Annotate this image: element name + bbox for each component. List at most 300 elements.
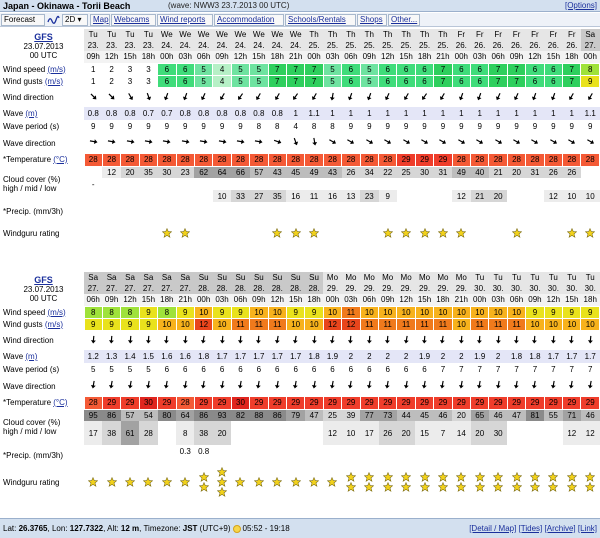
date-cell: 29. bbox=[397, 283, 415, 294]
date-cell: 24. bbox=[231, 40, 249, 51]
shops-link[interactable]: Shops bbox=[357, 14, 387, 26]
wave-period-cell: 7 bbox=[551, 365, 556, 374]
wind-speed-cell: 7 bbox=[286, 63, 304, 75]
rating-row bbox=[0, 465, 600, 499]
cloud-low-cell: 12 bbox=[563, 421, 581, 445]
precip-spacer bbox=[360, 457, 378, 465]
schools-rentals-link[interactable]: Schools/Rentals bbox=[285, 14, 356, 26]
date-row bbox=[0, 283, 600, 294]
wave-cell: 2 bbox=[489, 350, 507, 363]
day-cell: Th bbox=[397, 29, 415, 40]
day-cell: Tu bbox=[526, 272, 544, 283]
wind-speed-cell: 10 bbox=[434, 306, 452, 318]
spot-title: Japan - Okinawa - Torii Beach bbox=[3, 1, 131, 11]
date-cell: 24. bbox=[268, 40, 286, 51]
temperature-cell: 28 bbox=[268, 153, 286, 166]
date-cell: 23. bbox=[102, 40, 120, 51]
wind-gusts-cell: 11 bbox=[471, 318, 489, 330]
permalink-link[interactable]: [Link] bbox=[577, 524, 597, 533]
rating-star-icon bbox=[438, 228, 448, 238]
wind-speed-cell: 9 bbox=[563, 306, 581, 318]
hour-cell: 12h bbox=[121, 294, 139, 306]
wave-unit-link[interactable]: (m) bbox=[25, 109, 38, 118]
date-cell: 27. bbox=[84, 283, 102, 294]
precip-cell bbox=[434, 445, 452, 457]
temperature-cell: 29 bbox=[507, 396, 525, 409]
rating-cell bbox=[268, 220, 286, 246]
precip-label: *Precip. (mm/3h) bbox=[0, 202, 84, 220]
wave-arrow-icon bbox=[402, 137, 411, 146]
wave-period-cell: 9 bbox=[495, 122, 501, 131]
rating-star-icon bbox=[401, 472, 411, 482]
wind-gusts-cell: 6 bbox=[342, 75, 360, 87]
day-cell: We bbox=[231, 29, 249, 40]
cloud-high-cell: 95 bbox=[84, 409, 102, 421]
rating-cell bbox=[323, 465, 341, 499]
rating-cell bbox=[305, 220, 323, 246]
date-cell: 28. bbox=[231, 283, 249, 294]
wave-cell: 0.8 bbox=[213, 107, 231, 120]
rating-cell bbox=[268, 465, 286, 499]
temperature-text: *Temperature bbox=[3, 155, 52, 164]
precip-cell bbox=[231, 202, 249, 220]
wind-gusts-cell: 11 bbox=[231, 318, 249, 330]
wind-gusts-unit-link[interactable]: (m/s) bbox=[44, 76, 64, 86]
cloud-low-cell bbox=[526, 421, 544, 445]
day-cell: Su bbox=[268, 272, 286, 283]
wave-text: Wave bbox=[3, 352, 24, 361]
wind-gusts-cell: 10 bbox=[286, 318, 304, 330]
wind-direction-cell bbox=[342, 330, 360, 350]
other-link[interactable]: Other... bbox=[388, 14, 420, 26]
wave-period-cell: 4 bbox=[293, 122, 298, 131]
hour-cell: 09h bbox=[102, 294, 120, 306]
cloud-mid-cell bbox=[139, 178, 157, 190]
wave-arrow-icon bbox=[567, 137, 576, 146]
precip-spacer bbox=[452, 457, 470, 465]
precip-cell bbox=[489, 202, 507, 220]
hour-cell: 00h bbox=[158, 51, 176, 63]
date-cell: 29. bbox=[452, 283, 470, 294]
temperature-cell: 28 bbox=[194, 153, 212, 166]
temperature-cell: 28 bbox=[176, 153, 194, 166]
wind-speed-text: Wind speed bbox=[3, 64, 46, 74]
precip-cell bbox=[305, 202, 323, 220]
wave-period-cell: 7 bbox=[440, 365, 446, 374]
wave-cell: 1 bbox=[507, 107, 525, 120]
date-cell: 27. bbox=[158, 283, 176, 294]
rating-row bbox=[0, 220, 600, 246]
wind-arrow-icon bbox=[383, 335, 392, 344]
wave-direction-cell bbox=[563, 376, 581, 396]
wave-period-cell: 9 bbox=[514, 122, 519, 131]
cloud-low-cell: 8 bbox=[176, 421, 194, 445]
rating-label: Windguru rating bbox=[0, 220, 84, 246]
wind-arrow-icon bbox=[494, 92, 503, 101]
precip-cell bbox=[415, 445, 433, 457]
wave-direction-cell bbox=[379, 133, 397, 153]
day-cell: Su bbox=[286, 272, 304, 283]
cloud-low-cell: 16 bbox=[323, 190, 341, 202]
wind-arrow-icon bbox=[346, 335, 355, 344]
precip-cell bbox=[544, 445, 562, 457]
rating-star-icon bbox=[364, 472, 374, 482]
wind-arrow-icon bbox=[218, 335, 227, 344]
cloud-high-cell: 49 bbox=[305, 166, 323, 178]
rating-cell bbox=[489, 220, 507, 246]
wave-direction-cell bbox=[231, 133, 249, 153]
wind-arrow-icon bbox=[512, 335, 521, 344]
date-cell: 28. bbox=[268, 283, 286, 294]
cloud-high-cell: 86 bbox=[268, 409, 286, 421]
wind-gusts-cell: 5 bbox=[194, 75, 212, 87]
cloud-low-cell bbox=[434, 190, 452, 202]
day-cell: Fr bbox=[452, 29, 470, 40]
wind-speed-cell: 10 bbox=[507, 306, 525, 318]
temperature-unit-link[interactable]: (°C) bbox=[53, 398, 68, 407]
day-cell: Tu bbox=[581, 272, 600, 283]
rating-cell bbox=[231, 220, 249, 246]
wave-period-cell: 6 bbox=[293, 365, 298, 374]
wave-period-cell: 9 bbox=[183, 122, 188, 131]
wind-arrow-icon bbox=[438, 335, 447, 344]
rating-star-icon bbox=[88, 477, 98, 487]
wave-arrow-icon bbox=[494, 380, 503, 389]
cloud-high-cell: 62 bbox=[194, 166, 212, 178]
wave-unit-link[interactable]: (m) bbox=[25, 352, 38, 361]
cloud-mid-row bbox=[0, 178, 600, 190]
wave-cell: 1.7 bbox=[213, 350, 231, 363]
cloud-low-cell: 10 bbox=[213, 190, 231, 202]
wind-speed-cell: 6 bbox=[415, 63, 433, 75]
rating-cell bbox=[563, 220, 581, 246]
wind-gusts-cell: 12 bbox=[342, 318, 360, 330]
temperature-cell: 29 bbox=[102, 396, 120, 409]
wind-direction-cell bbox=[360, 87, 378, 107]
location-info bbox=[3, 524, 290, 533]
rating-star-icon bbox=[512, 472, 522, 482]
rating-star-icon bbox=[401, 482, 411, 492]
wave-cell: 0.8 bbox=[121, 107, 139, 120]
rating-cell bbox=[471, 465, 489, 499]
wave-cell: 1.5 bbox=[139, 350, 157, 363]
wind-speed-cell: 2 bbox=[102, 63, 120, 75]
wind-direction-cell bbox=[213, 330, 231, 350]
wave-arrow-icon bbox=[254, 137, 263, 146]
wave-arrow-icon bbox=[402, 380, 411, 389]
wave-direction-cell bbox=[507, 133, 525, 153]
date-cell: 26. bbox=[526, 40, 544, 51]
wave-cell: 1.7 bbox=[268, 350, 286, 363]
wind-arrow-icon bbox=[254, 92, 263, 101]
wave-arrow-icon bbox=[457, 380, 466, 389]
temperature-cell: 28 bbox=[158, 153, 176, 166]
rating-cell bbox=[379, 465, 397, 499]
cloud-high-cell bbox=[84, 166, 102, 178]
wind-speed-cell: 6 bbox=[471, 63, 489, 75]
wave-period-label: Wave period (s) bbox=[0, 363, 84, 376]
webcams-link[interactable]: Webcams bbox=[111, 14, 156, 26]
wave-period-cell: 7 bbox=[588, 365, 593, 374]
date-cell: 24. bbox=[194, 40, 212, 51]
temperature-unit-link[interactable]: (°C) bbox=[53, 155, 68, 164]
wave-period-cell: 6 bbox=[422, 365, 427, 374]
wind-arrow-icon bbox=[273, 92, 282, 101]
wind-gusts-cell: 4 bbox=[213, 75, 231, 87]
day-cell: We bbox=[176, 29, 194, 40]
navigation-bar bbox=[0, 13, 600, 27]
wind-arrow-icon bbox=[567, 335, 576, 344]
rating-star-icon bbox=[125, 477, 135, 487]
precip-cell bbox=[158, 202, 176, 220]
wind-speed-cell: 9 bbox=[286, 306, 304, 318]
rating-star-icon bbox=[475, 482, 485, 492]
rating-star-icon bbox=[548, 482, 558, 492]
wind-direction-cell bbox=[563, 330, 581, 350]
wave-arrow-icon bbox=[586, 137, 595, 146]
wind-arrow-icon bbox=[310, 335, 319, 344]
wind-direction-cell bbox=[102, 330, 120, 350]
options-link[interactable]: [Options] bbox=[564, 1, 597, 10]
alt-label: , Alt: bbox=[103, 524, 119, 533]
cloud-low-cell: 30 bbox=[489, 421, 507, 445]
wind-gusts-cell: 10 bbox=[213, 318, 231, 330]
wave-direction-cell bbox=[176, 376, 194, 396]
detail-map-link[interactable]: [Detail / Map] bbox=[469, 524, 517, 533]
wind-arrow-icon bbox=[457, 335, 466, 344]
wave-period-cell: 8 bbox=[311, 122, 317, 131]
rating-star-icon bbox=[493, 482, 503, 492]
rating-star-icon bbox=[107, 477, 117, 487]
date-row bbox=[0, 40, 600, 51]
wind-speed-cell: 8 bbox=[121, 306, 139, 318]
wind-direction-row bbox=[0, 330, 600, 350]
precip-spacer bbox=[415, 457, 433, 465]
wind-speed-unit-link[interactable]: (m/s) bbox=[47, 307, 66, 317]
wind-gusts-cell: 6 bbox=[544, 75, 562, 87]
wave-cell: 1.7 bbox=[581, 350, 600, 363]
precip-spacer bbox=[84, 457, 102, 465]
cloud-mid-cell bbox=[379, 178, 397, 190]
day-cell: Fr bbox=[507, 29, 525, 40]
wave-direction-cell bbox=[452, 376, 470, 396]
cloud-levels-text: high / mid / low bbox=[3, 184, 57, 193]
rating-star-icon bbox=[217, 467, 227, 477]
cloud-high-cell: 64 bbox=[176, 409, 194, 421]
cloud-high-cell: 43 bbox=[268, 166, 286, 178]
temperature-cell: 28 bbox=[360, 153, 378, 166]
accommodation-link[interactable]: Accommodation bbox=[214, 14, 284, 26]
temperature-cell: 29 bbox=[360, 396, 378, 409]
wind-arrow-icon bbox=[181, 335, 190, 344]
wave-period-cell: 6 bbox=[256, 365, 262, 374]
day-row bbox=[0, 29, 600, 40]
precip-cell bbox=[323, 445, 341, 457]
day-cell: Fr bbox=[471, 29, 489, 40]
cloud-high-cell: 31 bbox=[434, 166, 452, 178]
cloud-low-cell: 23 bbox=[360, 190, 378, 202]
altitude: 12 m bbox=[120, 524, 140, 533]
wind-gusts-unit-link[interactable]: (m/s) bbox=[44, 319, 64, 329]
wave-cell: 1 bbox=[397, 107, 415, 120]
wave-direction-cell bbox=[102, 133, 120, 153]
hour-cell: 03h bbox=[342, 294, 360, 306]
hour-cell: 18h bbox=[581, 294, 600, 306]
wave-direction-cell bbox=[360, 133, 378, 153]
wave-arrow-icon bbox=[291, 380, 300, 389]
date-cell: 24. bbox=[213, 40, 231, 51]
wave-direction-cell bbox=[102, 376, 120, 396]
model-link[interactable]: GFS bbox=[34, 274, 53, 285]
temperature-row bbox=[0, 396, 600, 409]
day-cell: Th bbox=[323, 29, 341, 40]
wind-reports-link[interactable]: Wind reports bbox=[157, 14, 213, 26]
date-cell: 29. bbox=[434, 283, 452, 294]
map-link[interactable]: Map bbox=[90, 14, 110, 26]
wave-period-cell: 5 bbox=[90, 365, 96, 374]
hour-cell: 18h bbox=[158, 294, 176, 306]
wind-direction-cell bbox=[415, 330, 433, 350]
rating-cell bbox=[489, 465, 507, 499]
forecast-tab[interactable]: Forecast bbox=[1, 14, 45, 26]
rating-cell bbox=[360, 465, 378, 499]
temperature-cell: 28 bbox=[471, 153, 489, 166]
cloud-low-cell: 13 bbox=[342, 190, 360, 202]
tides-link[interactable]: [Tides] bbox=[518, 524, 543, 533]
wave-direction-cell bbox=[268, 376, 286, 396]
cloud-low-cell: 10 bbox=[563, 190, 581, 202]
wind-direction-label: Wind direction bbox=[0, 330, 84, 350]
wind-gusts-cell: 9 bbox=[581, 75, 600, 87]
wave-direction-cell bbox=[268, 133, 286, 153]
hour-row bbox=[0, 294, 600, 306]
cloud-high-cell: 26 bbox=[544, 166, 562, 178]
day-cell: Tu bbox=[544, 272, 562, 283]
rating-star-icon bbox=[456, 482, 466, 492]
day-cell: Su bbox=[194, 272, 212, 283]
wave-direction-cell bbox=[544, 133, 562, 153]
wave-direction-row bbox=[0, 376, 600, 396]
wave-period-cell: 5 bbox=[146, 365, 151, 374]
day-cell: Th bbox=[434, 29, 452, 40]
hour-cell: 18h bbox=[434, 294, 452, 306]
wind-direction-cell bbox=[415, 87, 433, 107]
cloud-low-cell: 61 bbox=[121, 421, 139, 445]
cloud-high-cell: 23 bbox=[176, 166, 194, 178]
precip-row bbox=[0, 202, 600, 220]
wave-period-cell: 9 bbox=[385, 122, 390, 131]
wave-period-cell: 6 bbox=[219, 365, 225, 374]
wave-label bbox=[0, 107, 84, 120]
wind-gusts-cell: 10 bbox=[158, 318, 176, 330]
day-cell: Tu bbox=[507, 272, 525, 283]
wave-period-cell: 6 bbox=[275, 365, 280, 374]
wave-graph-icon[interactable] bbox=[47, 15, 60, 25]
wind-arrow-icon bbox=[107, 92, 116, 101]
hour-cell: 15h bbox=[286, 294, 304, 306]
wave-arrow-icon bbox=[586, 380, 595, 389]
wind-speed-cell: 5 bbox=[194, 63, 212, 75]
wave-period-cell: 9 bbox=[146, 122, 151, 131]
cloud-high-cell: 22 bbox=[379, 166, 397, 178]
wave-direction-cell bbox=[323, 133, 341, 153]
temperature-cell: 29 bbox=[305, 396, 323, 409]
wind-direction-cell bbox=[581, 87, 600, 107]
rating-star-icon bbox=[530, 482, 540, 492]
wind-gusts-cell: 9 bbox=[84, 318, 102, 330]
cloud-low-cell: 16 bbox=[286, 190, 304, 202]
hour-cell: 12h bbox=[379, 51, 397, 63]
wave-arrow-icon bbox=[291, 137, 300, 146]
cloud-high-cell: 39 bbox=[342, 409, 360, 421]
archive-link[interactable]: [Archive] bbox=[544, 524, 576, 533]
wind-direction-cell bbox=[139, 87, 157, 107]
temperature-cell: 29 bbox=[563, 396, 581, 409]
rating-cell bbox=[544, 220, 562, 246]
cloud-high-cell: 80 bbox=[158, 409, 176, 421]
model-link[interactable]: GFS bbox=[34, 31, 53, 42]
wave-period-cell: 7 bbox=[569, 365, 574, 374]
rating-star-icon bbox=[272, 228, 282, 238]
wave-arrow-icon bbox=[383, 380, 392, 389]
wind-direction-row bbox=[0, 87, 600, 107]
day-cell: Mo bbox=[323, 272, 341, 283]
wind-arrow-icon bbox=[144, 335, 153, 344]
wave-period-cell: 9 bbox=[238, 122, 243, 131]
wave-direction-cell bbox=[305, 376, 323, 396]
longitude: 127.7322 bbox=[69, 524, 104, 533]
wave-period-cell: 9 bbox=[201, 122, 206, 131]
chevron-down-icon: ▾ bbox=[77, 15, 82, 24]
wind-speed-row bbox=[0, 306, 600, 318]
date-cell: 30. bbox=[526, 283, 544, 294]
wind-gusts-cell: 7 bbox=[286, 75, 304, 87]
precip-cell bbox=[194, 202, 212, 220]
cloud-mid-cell bbox=[563, 178, 581, 190]
wave-cell: 1.7 bbox=[231, 350, 249, 363]
precip-cell bbox=[526, 445, 544, 457]
cloud-high-cell: 47 bbox=[507, 409, 525, 421]
wave-cell: 2 bbox=[434, 350, 452, 363]
precip-cell bbox=[581, 445, 600, 457]
wave-arrow-icon bbox=[107, 380, 116, 389]
wave-cell: 1 bbox=[415, 107, 433, 120]
hour-row bbox=[0, 51, 600, 63]
date-cell: 26. bbox=[507, 40, 525, 51]
wind-gusts-row bbox=[0, 318, 600, 330]
temperature-cell: 28 bbox=[139, 153, 157, 166]
rating-cell bbox=[176, 220, 194, 246]
temperature-cell: 29 bbox=[342, 396, 360, 409]
wave-cell: 1 bbox=[471, 107, 489, 120]
wave-cell: 1.7 bbox=[563, 350, 581, 363]
temperature-cell: 29 bbox=[415, 396, 433, 409]
cloud-low-cell: 11 bbox=[305, 190, 323, 202]
wave-arrow-icon bbox=[420, 380, 429, 389]
view-mode-select[interactable] bbox=[62, 14, 88, 26]
wave-arrow-icon bbox=[549, 380, 558, 389]
cloud-mid-cell bbox=[489, 178, 507, 190]
wind-gusts-cell: 5 bbox=[323, 75, 341, 87]
wave-direction-cell bbox=[342, 133, 360, 153]
wind-speed-unit-link[interactable]: (m/s) bbox=[47, 64, 66, 74]
date-cell: 25. bbox=[360, 40, 378, 51]
wind-speed-label bbox=[0, 306, 84, 318]
wave-period-row bbox=[0, 363, 600, 376]
rating-cell bbox=[323, 220, 341, 246]
wave-period-cell: 6 bbox=[330, 365, 335, 374]
precip-cell bbox=[360, 202, 378, 220]
